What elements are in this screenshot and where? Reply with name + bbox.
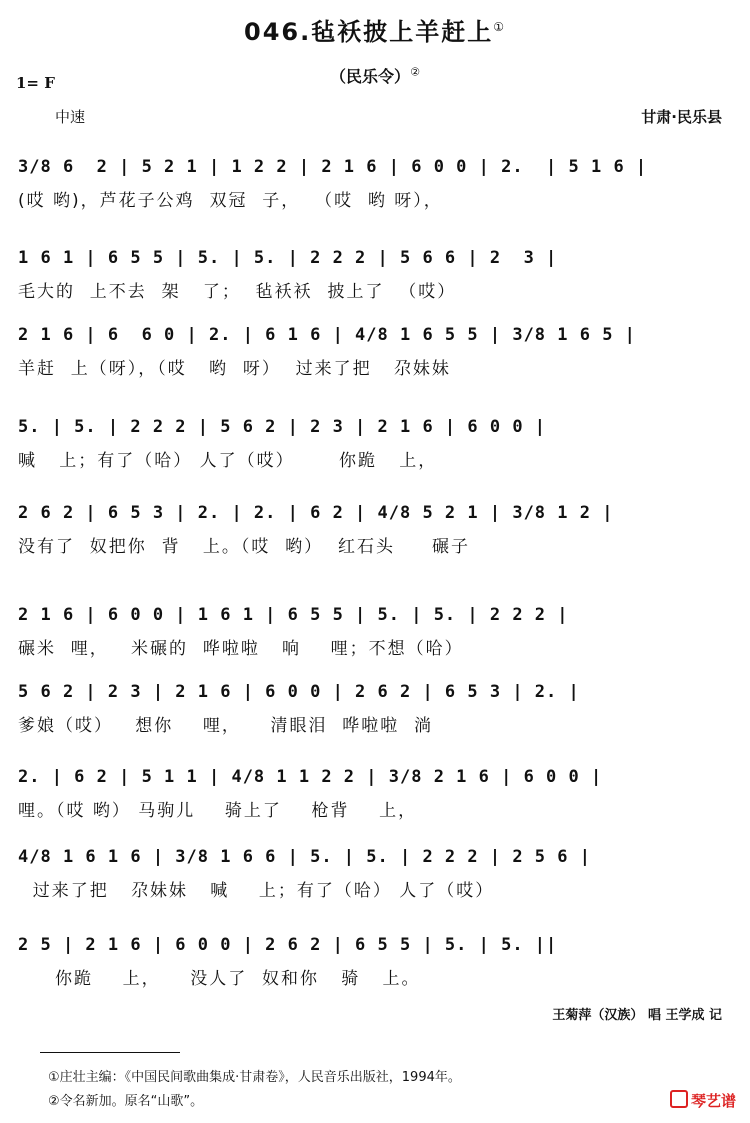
notation-row: 2. | 6 2 | 5 1 1 | 4/8 1 1 2 2 | 3/8 2 1 6 | 6 0 0 |	[18, 767, 603, 787]
lyric-row: 哩。（哎 哟） 马驹儿 骑上了 枪背 上，	[18, 801, 418, 821]
lyric-row: 毛大的 上不去 架 了； 毡袄袄 披上了 （哎）	[18, 282, 457, 302]
lyric-row: 爹娘（哎） 想你 哩， 清眼泪 哗啦啦 淌	[18, 716, 434, 736]
song-title: 046.毡袄披上羊赶上①	[244, 18, 506, 46]
lyric-row: (哎 哟)，芦花子公鸡 双冠 子， （哎 哟 呀），	[18, 191, 443, 211]
region-label: 甘肃·民乐县	[641, 108, 722, 126]
notation-row: 2 1 6 | 6 0 0 | 1 6 1 | 6 5 5 | 5. | 5. | 2 2 2 |	[18, 605, 569, 625]
score-line-10	[18, 928, 728, 988]
notation-row: 2 5 | 2 1 6 | 6 0 0 | 2 6 2 | 6 5 5 | 5. | 5. ||	[18, 935, 558, 955]
notation-row: 2 1 6 | 6 6 0 | 2. | 6 1 6 | 4/8 1 6 5 5 | 3/8 1 6 5 |	[18, 325, 636, 345]
piano-logo-icon	[670, 1090, 688, 1108]
lyric-row: 你跪 上， 没人了 奴和你 骑 上。	[18, 969, 421, 989]
score-line-8	[18, 760, 728, 820]
score-line-9	[18, 840, 728, 900]
score-line-5	[18, 496, 728, 556]
score-line-7	[18, 675, 728, 735]
watermark-logo: 琴艺谱	[670, 1090, 736, 1111]
lyric-row: 喊 上；有了（哈） 人了（哎） 你跪 上，	[18, 451, 438, 471]
key-signature: 1= F	[16, 74, 55, 92]
notation-row: 5. | 5. | 2 2 2 | 5 6 2 | 2 3 | 2 1 6 | 6 0 0 |	[18, 417, 547, 437]
lyric-row: 没有了 奴把你 背 上。（哎 哟） 红石头 碾子	[18, 537, 470, 557]
footnote-2: ②令名新加。原名“山歌”。	[48, 1094, 204, 1109]
score-line-2	[18, 241, 728, 301]
song-subtitle: （民乐令）②	[330, 65, 420, 86]
lyric-row: 碾米 哩， 米碾的 哗啦啦 响 哩；不想（哈）	[18, 639, 464, 659]
notation-row: 4/8 1 6 1 6 | 3/8 1 6 6 | 5. | 5. | 2 2 2 | 2 5 6 |	[18, 847, 591, 867]
notation-row: 5 6 2 | 2 3 | 2 1 6 | 6 0 0 | 2 6 2 | 6 5 3 | 2. |	[18, 682, 580, 702]
score-line-3	[18, 318, 728, 378]
score-line-4	[18, 410, 728, 470]
footnote-divider	[40, 1052, 180, 1053]
footnote-1: ①庄壮主编：《中国民间歌曲集成·甘肃卷》，人民音乐出版社，1994年。	[48, 1070, 461, 1085]
performer-credit: 王菊萍（汉族） 唱 王学成 记	[552, 1008, 722, 1023]
notation-row: 3/8 6 2 | 5 2 1 | 1 2 2 | 2 1 6 | 6 0 0 | 2. | 5 1 6 |	[18, 157, 648, 177]
score-line-1	[18, 150, 728, 210]
lyric-row: 羊赶 上（呀），（哎 哟 呀） 过来了把 尕妹妹	[18, 359, 451, 379]
notation-row: 2 6 2 | 6 5 3 | 2. | 2. | 6 2 | 4/8 5 2 1 | 3/8 1 2 |	[18, 503, 614, 523]
lyric-row: 过来了把 尕妹妹 喊 上；有了（哈） 人了（哎）	[18, 881, 495, 901]
score-line-6	[18, 598, 728, 658]
notation-row: 1 6 1 | 6 5 5 | 5. | 5. | 2 2 2 | 5 6 6 | 2 3 |	[18, 248, 558, 268]
tempo-marking: 中速	[55, 108, 86, 126]
